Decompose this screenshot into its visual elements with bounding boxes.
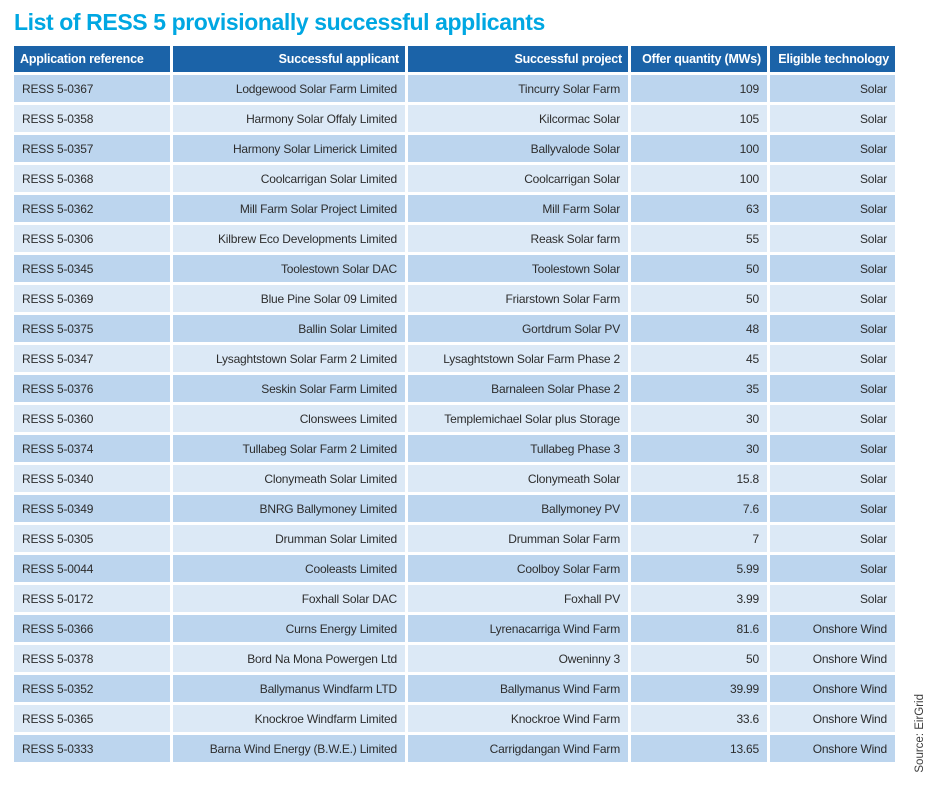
cell-successful-project: Tullabeg Phase 3 <box>408 435 628 462</box>
cell-offer-quantity: 105 <box>631 105 767 132</box>
table-row <box>14 555 895 582</box>
cell-offer-quantity: 81.6 <box>631 615 767 642</box>
cell-eligible-technology: Solar <box>770 255 895 282</box>
table-row <box>14 315 895 342</box>
cell-eligible-technology: Solar <box>770 135 895 162</box>
cell-eligible-technology: Solar <box>770 435 895 462</box>
col-header-eligible-technology: Eligible technology <box>770 46 895 72</box>
cell-successful-applicant: Barna Wind Energy (B.W.E.) Limited <box>173 735 405 762</box>
cell-offer-quantity: 50 <box>631 255 767 282</box>
cell-successful-applicant: Harmony Solar Limerick Limited <box>173 135 405 162</box>
cell-offer-quantity: 7 <box>631 525 767 552</box>
cell-offer-quantity: 63 <box>631 195 767 222</box>
cell-successful-project: Templemichael Solar plus Storage <box>408 405 628 432</box>
cell-offer-quantity: 30 <box>631 435 767 462</box>
table-row <box>14 405 895 432</box>
cell-application-reference: RESS 5-0362 <box>14 195 170 222</box>
cell-successful-applicant: Clonswees Limited <box>173 405 405 432</box>
cell-application-reference: RESS 5-0305 <box>14 525 170 552</box>
cell-successful-applicant: Mill Farm Solar Project Limited <box>173 195 405 222</box>
table-row <box>14 585 895 612</box>
cell-successful-applicant: Blue Pine Solar 09 Limited <box>173 285 405 312</box>
cell-successful-project: Lyrenacarriga Wind Farm <box>408 615 628 642</box>
cell-successful-project: Tincurry Solar Farm <box>408 75 628 102</box>
cell-successful-applicant: Foxhall Solar DAC <box>173 585 405 612</box>
cell-successful-project: Clonymeath Solar <box>408 465 628 492</box>
cell-eligible-technology: Solar <box>770 315 895 342</box>
cell-successful-applicant: Lysaghtstown Solar Farm 2 Limited <box>173 345 405 372</box>
cell-successful-project: Lysaghtstown Solar Farm Phase 2 <box>408 345 628 372</box>
cell-offer-quantity: 7.6 <box>631 495 767 522</box>
cell-successful-applicant: Harmony Solar Offaly Limited <box>173 105 405 132</box>
page-title: List of RESS 5 provisionally successful applicants <box>14 9 545 35</box>
cell-successful-project: Drumman Solar Farm <box>408 525 628 552</box>
table-row <box>14 435 895 462</box>
table-row <box>14 285 895 312</box>
table-row <box>14 225 895 252</box>
cell-application-reference: RESS 5-0044 <box>14 555 170 582</box>
cell-successful-applicant: Tullabeg Solar Farm 2 Limited <box>173 435 405 462</box>
table-row <box>14 375 895 402</box>
cell-successful-applicant: Curns Energy Limited <box>173 615 405 642</box>
cell-successful-project: Knockroe Wind Farm <box>408 705 628 732</box>
cell-eligible-technology: Solar <box>770 525 895 552</box>
cell-eligible-technology: Solar <box>770 345 895 372</box>
cell-successful-project: Gortdrum Solar PV <box>408 315 628 342</box>
cell-offer-quantity: 35 <box>631 375 767 402</box>
cell-application-reference: RESS 5-0358 <box>14 105 170 132</box>
cell-successful-project: Reask Solar farm <box>408 225 628 252</box>
cell-application-reference: RESS 5-0357 <box>14 135 170 162</box>
cell-offer-quantity: 5.99 <box>631 555 767 582</box>
cell-successful-project: Kilcormac Solar <box>408 105 628 132</box>
cell-eligible-technology: Solar <box>770 585 895 612</box>
source-attribution: Source: EirGrid <box>914 694 926 773</box>
cell-successful-project: Carrigdangan Wind Farm <box>408 735 628 762</box>
cell-eligible-technology: Solar <box>770 165 895 192</box>
cell-successful-project: Oweninny 3 <box>408 645 628 672</box>
cell-successful-project: Toolestown Solar <box>408 255 628 282</box>
cell-successful-applicant: Drumman Solar Limited <box>173 525 405 552</box>
cell-successful-project: Coolboy Solar Farm <box>408 555 628 582</box>
table-row <box>14 495 895 522</box>
table-row <box>14 675 895 702</box>
table-row <box>14 525 895 552</box>
table-header-row <box>14 46 895 72</box>
cell-offer-quantity: 39.99 <box>631 675 767 702</box>
cell-eligible-technology: Solar <box>770 75 895 102</box>
cell-successful-applicant: BNRG Ballymoney Limited <box>173 495 405 522</box>
col-header-successful-project: Successful project <box>408 46 628 72</box>
cell-eligible-technology: Onshore Wind <box>770 645 895 672</box>
cell-application-reference: RESS 5-0172 <box>14 585 170 612</box>
cell-successful-project: Ballymanus Wind Farm <box>408 675 628 702</box>
cell-successful-project: Foxhall PV <box>408 585 628 612</box>
cell-application-reference: RESS 5-0376 <box>14 375 170 402</box>
table-row <box>14 705 895 732</box>
table-row <box>14 195 895 222</box>
cell-offer-quantity: 100 <box>631 165 767 192</box>
cell-eligible-technology: Solar <box>770 105 895 132</box>
cell-eligible-technology: Onshore Wind <box>770 675 895 702</box>
cell-successful-project: Barnaleen Solar Phase 2 <box>408 375 628 402</box>
cell-offer-quantity: 33.6 <box>631 705 767 732</box>
cell-eligible-technology: Onshore Wind <box>770 615 895 642</box>
table-row <box>14 255 895 282</box>
cell-offer-quantity: 30 <box>631 405 767 432</box>
cell-offer-quantity: 3.99 <box>631 585 767 612</box>
cell-successful-project: Ballyvalode Solar <box>408 135 628 162</box>
cell-eligible-technology: Onshore Wind <box>770 735 895 762</box>
cell-successful-applicant: Bord Na Mona Powergen Ltd <box>173 645 405 672</box>
applicants-table <box>11 43 898 765</box>
cell-offer-quantity: 55 <box>631 225 767 252</box>
cell-eligible-technology: Solar <box>770 465 895 492</box>
cell-successful-project: Coolcarrigan Solar <box>408 165 628 192</box>
cell-application-reference: RESS 5-0378 <box>14 645 170 672</box>
table-row <box>14 345 895 372</box>
cell-eligible-technology: Solar <box>770 225 895 252</box>
table-row <box>14 75 895 102</box>
cell-offer-quantity: 109 <box>631 75 767 102</box>
cell-offer-quantity: 50 <box>631 645 767 672</box>
table-row <box>14 615 895 642</box>
cell-application-reference: RESS 5-0306 <box>14 225 170 252</box>
cell-successful-applicant: Seskin Solar Farm Limited <box>173 375 405 402</box>
table-row <box>14 465 895 492</box>
cell-eligible-technology: Solar <box>770 405 895 432</box>
cell-eligible-technology: Solar <box>770 375 895 402</box>
cell-successful-project: Ballymoney PV <box>408 495 628 522</box>
cell-application-reference: RESS 5-0366 <box>14 615 170 642</box>
cell-application-reference: RESS 5-0349 <box>14 495 170 522</box>
cell-successful-project: Friarstown Solar Farm <box>408 285 628 312</box>
table-row <box>14 645 895 672</box>
table-row <box>14 105 895 132</box>
table-row <box>14 735 895 762</box>
table-row <box>14 165 895 192</box>
cell-application-reference: RESS 5-0365 <box>14 705 170 732</box>
table-row <box>14 135 895 162</box>
cell-eligible-technology: Solar <box>770 195 895 222</box>
cell-application-reference: RESS 5-0367 <box>14 75 170 102</box>
cell-application-reference: RESS 5-0360 <box>14 405 170 432</box>
cell-application-reference: RESS 5-0352 <box>14 675 170 702</box>
cell-application-reference: RESS 5-0368 <box>14 165 170 192</box>
col-header-offer-quantity: Offer quantity (MWs) <box>631 46 767 72</box>
cell-offer-quantity: 45 <box>631 345 767 372</box>
cell-successful-applicant: Toolestown Solar DAC <box>173 255 405 282</box>
cell-eligible-technology: Onshore Wind <box>770 705 895 732</box>
cell-successful-applicant: Ballin Solar Limited <box>173 315 405 342</box>
cell-successful-applicant: Lodgewood Solar Farm Limited <box>173 75 405 102</box>
cell-application-reference: RESS 5-0345 <box>14 255 170 282</box>
col-header-successful-applicant: Successful applicant <box>173 46 405 72</box>
cell-application-reference: RESS 5-0369 <box>14 285 170 312</box>
cell-eligible-technology: Solar <box>770 285 895 312</box>
cell-successful-project: Mill Farm Solar <box>408 195 628 222</box>
table-body <box>14 75 895 762</box>
cell-successful-applicant: Kilbrew Eco Developments Limited <box>173 225 405 252</box>
page <box>0 8 929 787</box>
cell-offer-quantity: 15.8 <box>631 465 767 492</box>
cell-eligible-technology: Solar <box>770 555 895 582</box>
cell-successful-applicant: Clonymeath Solar Limited <box>173 465 405 492</box>
cell-application-reference: RESS 5-0347 <box>14 345 170 372</box>
cell-offer-quantity: 50 <box>631 285 767 312</box>
cell-application-reference: RESS 5-0375 <box>14 315 170 342</box>
cell-successful-applicant: Knockroe Windfarm Limited <box>173 705 405 732</box>
cell-application-reference: RESS 5-0374 <box>14 435 170 462</box>
cell-offer-quantity: 48 <box>631 315 767 342</box>
cell-application-reference: RESS 5-0340 <box>14 465 170 492</box>
cell-application-reference: RESS 5-0333 <box>14 735 170 762</box>
cell-offer-quantity: 100 <box>631 135 767 162</box>
cell-successful-applicant: Coolcarrigan Solar Limited <box>173 165 405 192</box>
cell-offer-quantity: 13.65 <box>631 735 767 762</box>
cell-successful-applicant: Cooleasts Limited <box>173 555 405 582</box>
col-header-application-reference: Application reference <box>14 46 170 72</box>
cell-eligible-technology: Solar <box>770 495 895 522</box>
cell-successful-applicant: Ballymanus Windfarm LTD <box>173 675 405 702</box>
